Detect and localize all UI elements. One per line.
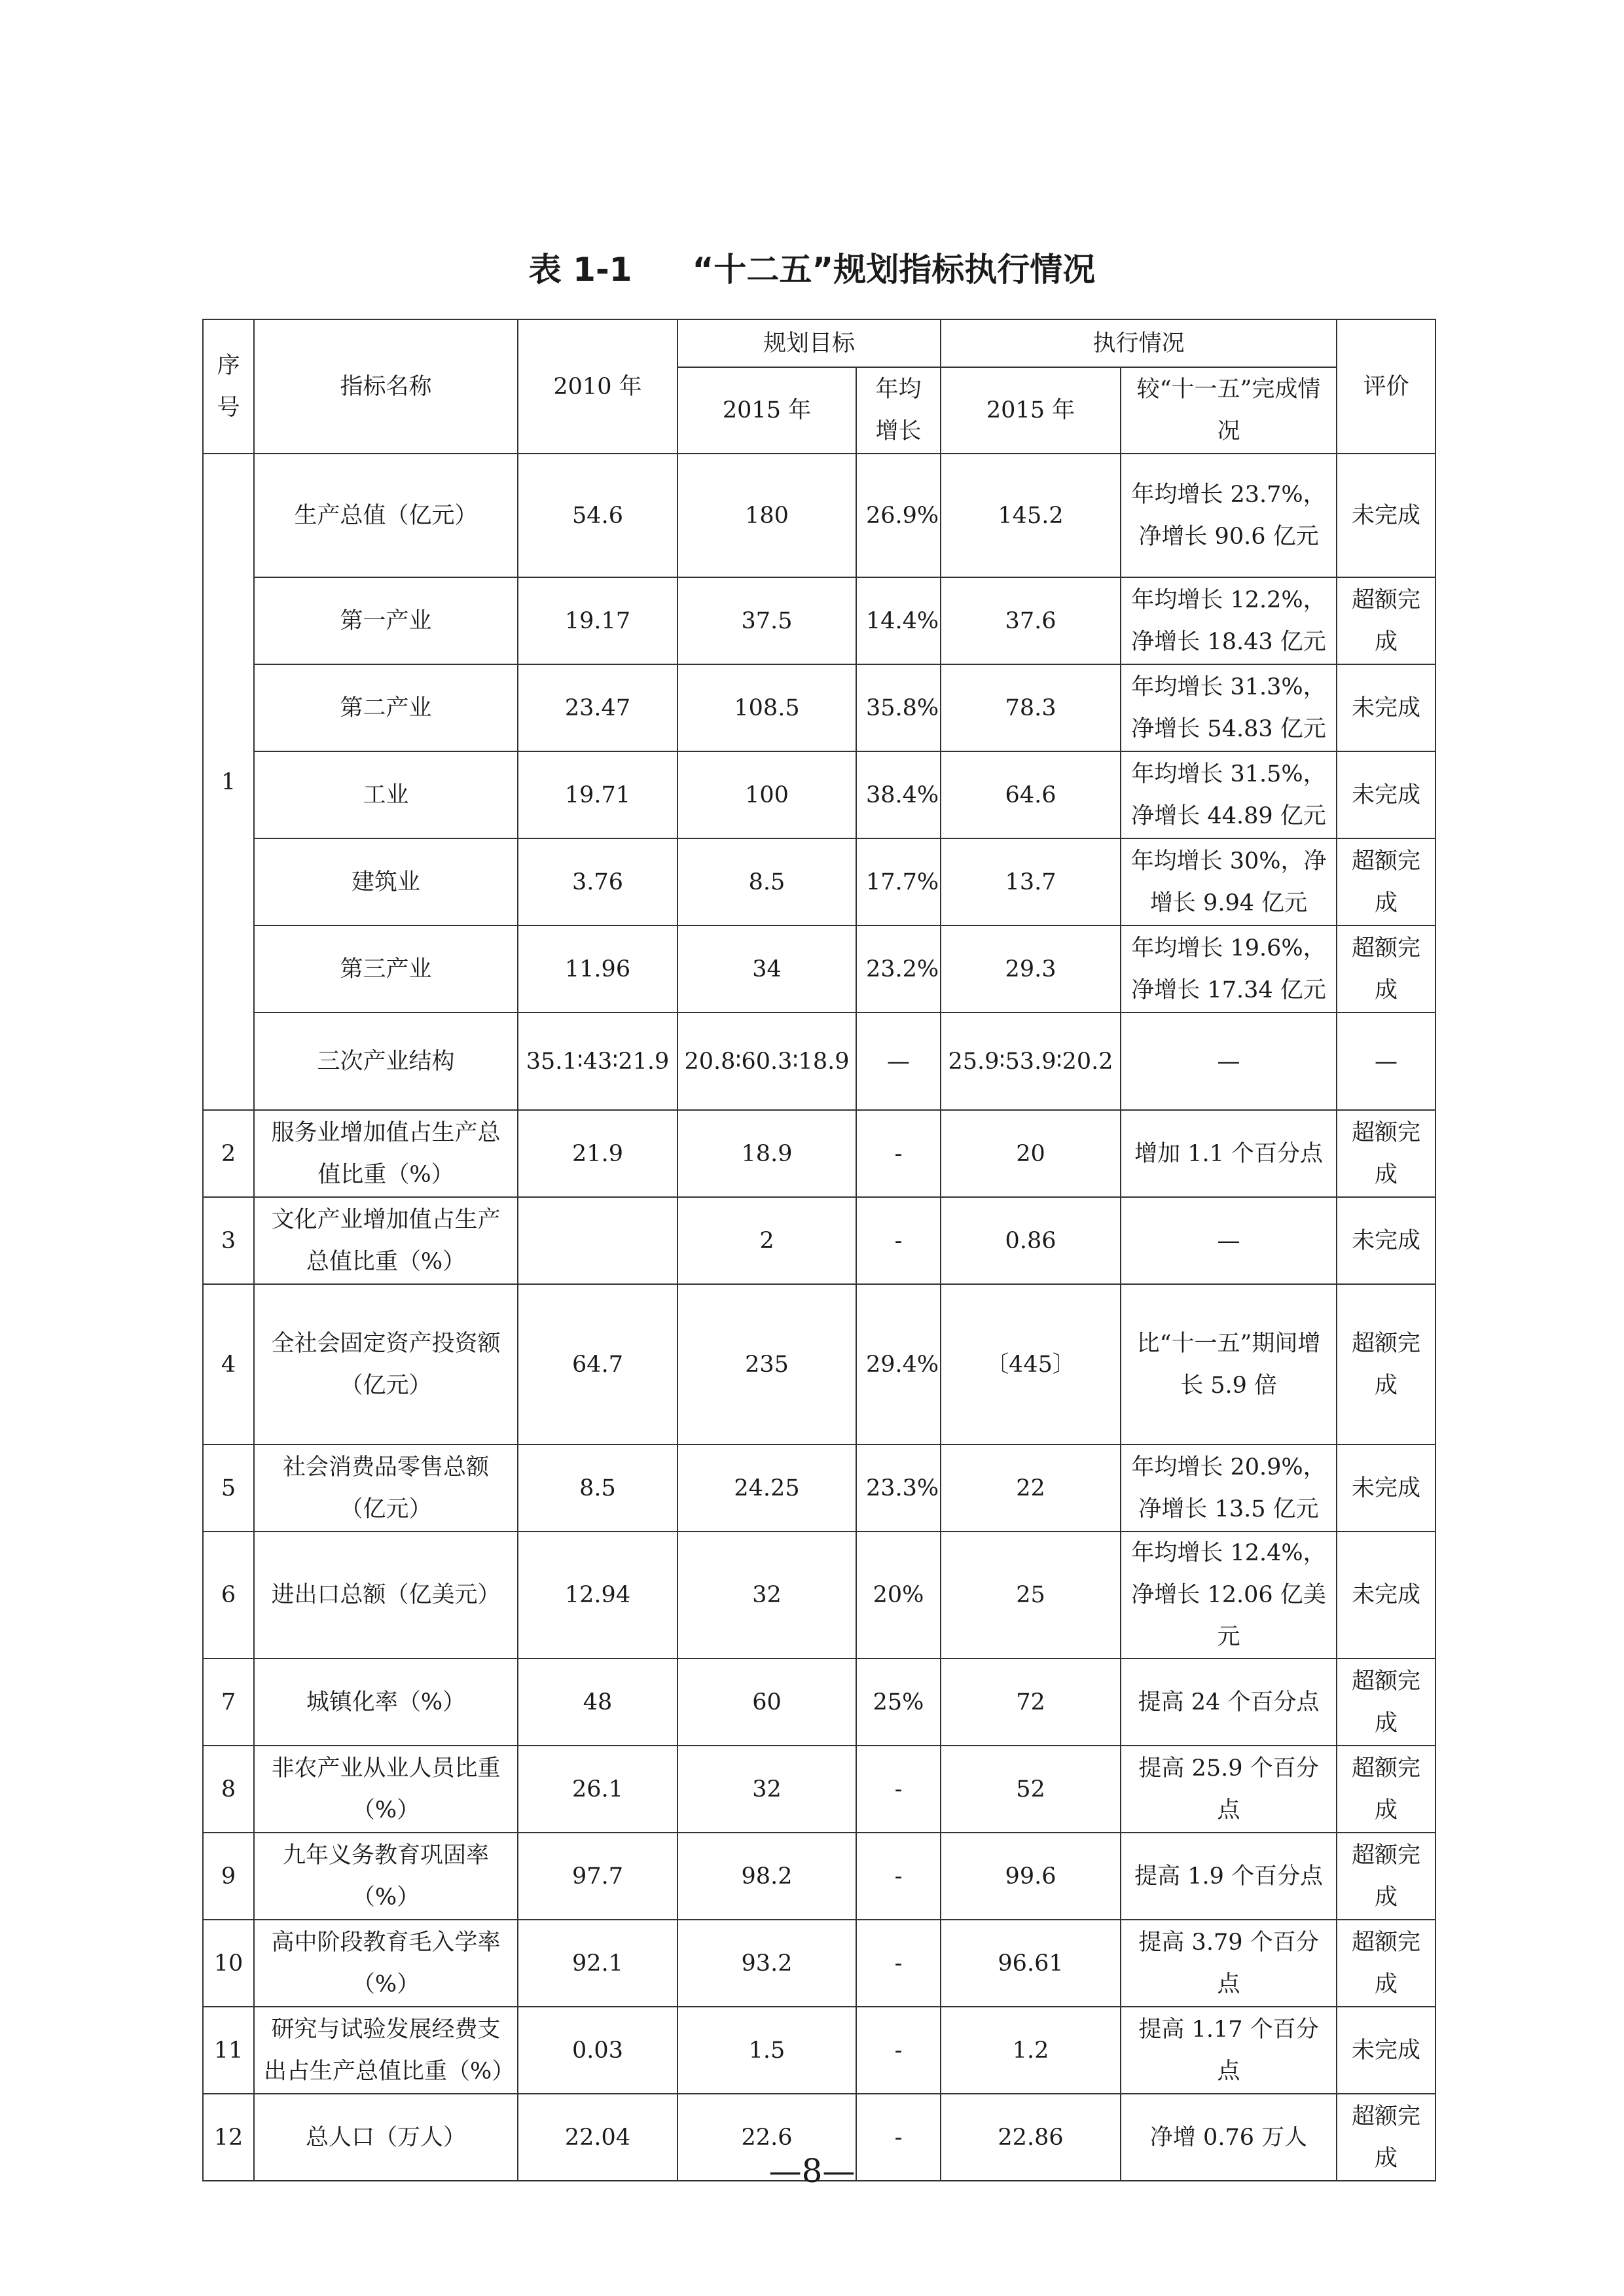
row-2010: 54.6 — [518, 454, 677, 577]
row-actual: 22 — [941, 1444, 1121, 1532]
row-eval: 超额完成 — [1337, 1833, 1435, 1920]
row-growth: 38.4% — [856, 751, 941, 838]
row-actual: 25.9∶53.9∶20.2 — [941, 1013, 1121, 1110]
row-status: 年均增长 12.4%，净增长 12.06 亿美元 — [1121, 1532, 1337, 1659]
row-seq: 4 — [203, 1284, 254, 1444]
row-seq: 7 — [203, 1659, 254, 1746]
row-growth: 23.2% — [856, 925, 941, 1013]
table-number: 表 1-1 — [528, 251, 632, 289]
row-seq: 2 — [203, 1110, 254, 1197]
row-name: 社会消费品零售总额（亿元） — [254, 1444, 518, 1532]
table-row — [203, 1013, 1435, 1110]
row-eval: 未完成 — [1337, 1444, 1435, 1532]
row-status: — — [1121, 1197, 1337, 1284]
table-row — [203, 664, 1435, 751]
row-target: 20.8∶60.3∶18.9 — [677, 1013, 856, 1110]
header-plan-2015: 2015 年 — [677, 367, 856, 454]
table-row — [203, 2007, 1435, 2094]
row-eval: 未完成 — [1337, 2007, 1435, 2094]
row-2010: 3.76 — [518, 838, 677, 925]
row-target: 8.5 — [677, 838, 856, 925]
row-actual: 20 — [941, 1110, 1121, 1197]
row-name: 文化产业增加值占生产总值比重（%） — [254, 1197, 518, 1284]
row-status: 年均增长 30%，净增长 9.94 亿元 — [1121, 838, 1337, 925]
row-actual: 145.2 — [941, 454, 1121, 577]
row-eval: 未完成 — [1337, 1197, 1435, 1284]
row-target: 108.5 — [677, 664, 856, 751]
row-target: 34 — [677, 925, 856, 1013]
row-status: 提高 1.9 个百分点 — [1121, 1833, 1337, 1920]
row-eval: 未完成 — [1337, 1532, 1435, 1659]
row-name: 研究与试验发展经费支出占生产总值比重（%） — [254, 2007, 518, 2094]
row-target: 32 — [677, 1532, 856, 1659]
row-2010: 48 — [518, 1659, 677, 1746]
row-2010: 8.5 — [518, 1444, 677, 1532]
row-growth: 20% — [856, 1532, 941, 1659]
table-caption: “十二五”规划指标执行情况 — [692, 251, 1096, 289]
row-2010: 92.1 — [518, 1920, 677, 2007]
row-growth: 17.7% — [856, 838, 941, 925]
row-actual: 64.6 — [941, 751, 1121, 838]
row-2010: 19.17 — [518, 577, 677, 664]
row-eval: 未完成 — [1337, 454, 1435, 577]
row-name: 九年义务教育巩固率（%） — [254, 1833, 518, 1920]
row-name: 三次产业结构 — [254, 1013, 518, 1110]
row-seq: 1 — [203, 454, 254, 1110]
row-target: 98.2 — [677, 1833, 856, 1920]
row-growth: — — [856, 1013, 941, 1110]
row-name: 建筑业 — [254, 838, 518, 925]
row-target: 32 — [677, 1746, 856, 1833]
row-status: 年均增长 19.6%，净增长 17.34 亿元 — [1121, 925, 1337, 1013]
row-target: 235 — [677, 1284, 856, 1444]
row-growth: 25% — [856, 1659, 941, 1746]
row-growth: 23.3% — [856, 1444, 941, 1532]
row-2010: 12.94 — [518, 1532, 677, 1659]
row-eval: 超额完成 — [1337, 577, 1435, 664]
row-eval: 超额完成 — [1337, 838, 1435, 925]
row-name: 非农产业从业人员比重（%） — [254, 1746, 518, 1833]
header-plan: 规划目标 — [677, 319, 941, 367]
row-status: 提高 25.9 个百分点 — [1121, 1746, 1337, 1833]
row-growth: 35.8% — [856, 664, 941, 751]
header-eval: 评价 — [1337, 319, 1435, 454]
table-row — [203, 1659, 1435, 1746]
row-growth: - — [856, 1197, 941, 1284]
header-name: 指标名称 — [254, 319, 518, 454]
table-row — [203, 1833, 1435, 1920]
row-growth: 26.9% — [856, 454, 941, 577]
row-2010: 35.1∶43∶21.9 — [518, 1013, 677, 1110]
row-seq: 9 — [203, 1833, 254, 1920]
row-eval: 超额完成 — [1337, 1284, 1435, 1444]
table-row — [203, 1197, 1435, 1284]
row-name: 城镇化率（%） — [254, 1659, 518, 1746]
row-status: 年均增长 23.7%，净增长 90.6 亿元 — [1121, 454, 1337, 577]
row-seq: 6 — [203, 1532, 254, 1659]
row-growth: 14.4% — [856, 577, 941, 664]
row-eval: 超额完成 — [1337, 1110, 1435, 1197]
row-growth: - — [856, 2007, 941, 2094]
row-target: 180 — [677, 454, 856, 577]
table-row — [203, 1284, 1435, 1444]
row-eval: 未完成 — [1337, 751, 1435, 838]
header-plan-growth: 年均增长 — [856, 367, 941, 454]
row-eval: 超额完成 — [1337, 2094, 1435, 2181]
row-seq: 3 — [203, 1197, 254, 1284]
row-seq: 10 — [203, 1920, 254, 2007]
row-status: 提高 1.17 个百分点 — [1121, 2007, 1337, 2094]
row-eval: — — [1337, 1013, 1435, 1110]
header-seq: 序号 — [203, 319, 254, 454]
row-eval: 超额完成 — [1337, 1659, 1435, 1746]
row-actual: 1.2 — [941, 2007, 1121, 2094]
row-status: 提高 24 个百分点 — [1121, 1659, 1337, 1746]
row-2010: 21.9 — [518, 1110, 677, 1197]
indicator-table — [202, 319, 1436, 2181]
row-target: 18.9 — [677, 1110, 856, 1197]
row-actual: 99.6 — [941, 1833, 1121, 1920]
header-exec-compare: 较“十一五”完成情况 — [1121, 367, 1337, 454]
row-target: 100 — [677, 751, 856, 838]
row-growth: 29.4% — [856, 1284, 941, 1444]
row-target: 60 — [677, 1659, 856, 1746]
row-growth: - — [856, 1110, 941, 1197]
header-row — [203, 319, 1435, 367]
page-number: —8— — [768, 2152, 856, 2190]
row-actual: 0.86 — [941, 1197, 1121, 1284]
row-seq: 11 — [203, 2007, 254, 2094]
row-2010 — [518, 1197, 677, 1284]
row-target: 37.5 — [677, 577, 856, 664]
row-status: 增加 1.1 个百分点 — [1121, 1110, 1337, 1197]
row-actual: 〔445〕 — [941, 1284, 1121, 1444]
row-actual: 37.6 — [941, 577, 1121, 664]
row-growth: - — [856, 1746, 941, 1833]
row-target: 24.25 — [677, 1444, 856, 1532]
row-2010: 97.7 — [518, 1833, 677, 1920]
row-eval: 未完成 — [1337, 664, 1435, 751]
row-actual: 29.3 — [941, 925, 1121, 1013]
row-target: 93.2 — [677, 1920, 856, 2007]
row-name: 高中阶段教育毛入学率（%） — [254, 1920, 518, 2007]
row-name: 总人口（万人） — [254, 2094, 518, 2181]
row-2010: 0.03 — [518, 2007, 677, 2094]
header-exec: 执行情况 — [941, 319, 1337, 367]
row-seq: 8 — [203, 1746, 254, 1833]
row-seq: 5 — [203, 1444, 254, 1532]
row-actual: 72 — [941, 1659, 1121, 1746]
table-row — [203, 838, 1435, 925]
row-status: 年均增长 20.9%，净增长 13.5 亿元 — [1121, 1444, 1337, 1532]
row-actual: 52 — [941, 1746, 1121, 1833]
row-target: 22.6 — [677, 2094, 856, 2181]
row-name: 服务业增加值占生产总值比重（%） — [254, 1110, 518, 1197]
row-2010: 23.47 — [518, 664, 677, 751]
row-eval: 超额完成 — [1337, 925, 1435, 1013]
table-row — [203, 1444, 1435, 1532]
row-eval: 超额完成 — [1337, 1746, 1435, 1833]
row-target: 2 — [677, 1197, 856, 1284]
table-row — [203, 751, 1435, 838]
row-status: 比“十一五”期间增长 5.9 倍 — [1121, 1284, 1337, 1444]
row-status: 年均增长 31.3%，净增长 54.83 亿元 — [1121, 664, 1337, 751]
row-eval: 超额完成 — [1337, 1920, 1435, 2007]
row-2010: 22.04 — [518, 2094, 677, 2181]
table-row — [203, 1746, 1435, 1833]
row-name: 工业 — [254, 751, 518, 838]
table-row — [203, 1920, 1435, 2007]
table-row — [203, 577, 1435, 664]
table-title — [0, 243, 1624, 291]
table-row — [203, 925, 1435, 1013]
row-status: 净增 0.76 万人 — [1121, 2094, 1337, 2181]
row-2010: 11.96 — [518, 925, 677, 1013]
row-seq: 12 — [203, 2094, 254, 2181]
row-target: 1.5 — [677, 2007, 856, 2094]
row-actual: 25 — [941, 1532, 1121, 1659]
row-name: 第一产业 — [254, 577, 518, 664]
row-name: 进出口总额（亿美元） — [254, 1532, 518, 1659]
row-name: 全社会固定资产投资额（亿元） — [254, 1284, 518, 1444]
row-actual: 13.7 — [941, 838, 1121, 925]
row-2010: 26.1 — [518, 1746, 677, 1833]
row-actual: 96.61 — [941, 1920, 1121, 2007]
row-growth: - — [856, 2094, 941, 2181]
header-2010: 2010 年 — [518, 319, 677, 454]
table-row — [203, 454, 1435, 577]
row-growth: - — [856, 1920, 941, 2007]
row-growth: - — [856, 1833, 941, 1920]
row-2010: 64.7 — [518, 1284, 677, 1444]
row-name: 第二产业 — [254, 664, 518, 751]
row-status: — — [1121, 1013, 1337, 1110]
row-status: 提高 3.79 个百分点 — [1121, 1920, 1337, 2007]
row-2010: 19.71 — [518, 751, 677, 838]
row-name: 第三产业 — [254, 925, 518, 1013]
row-actual: 22.86 — [941, 2094, 1121, 2181]
table-row — [203, 1110, 1435, 1197]
table-row — [203, 1532, 1435, 1659]
header-exec-2015: 2015 年 — [941, 367, 1121, 454]
row-actual: 78.3 — [941, 664, 1121, 751]
row-name: 生产总值（亿元） — [254, 454, 518, 577]
row-status: 年均增长 12.2%，净增长 18.43 亿元 — [1121, 577, 1337, 664]
row-status: 年均增长 31.5%，净增长 44.89 亿元 — [1121, 751, 1337, 838]
